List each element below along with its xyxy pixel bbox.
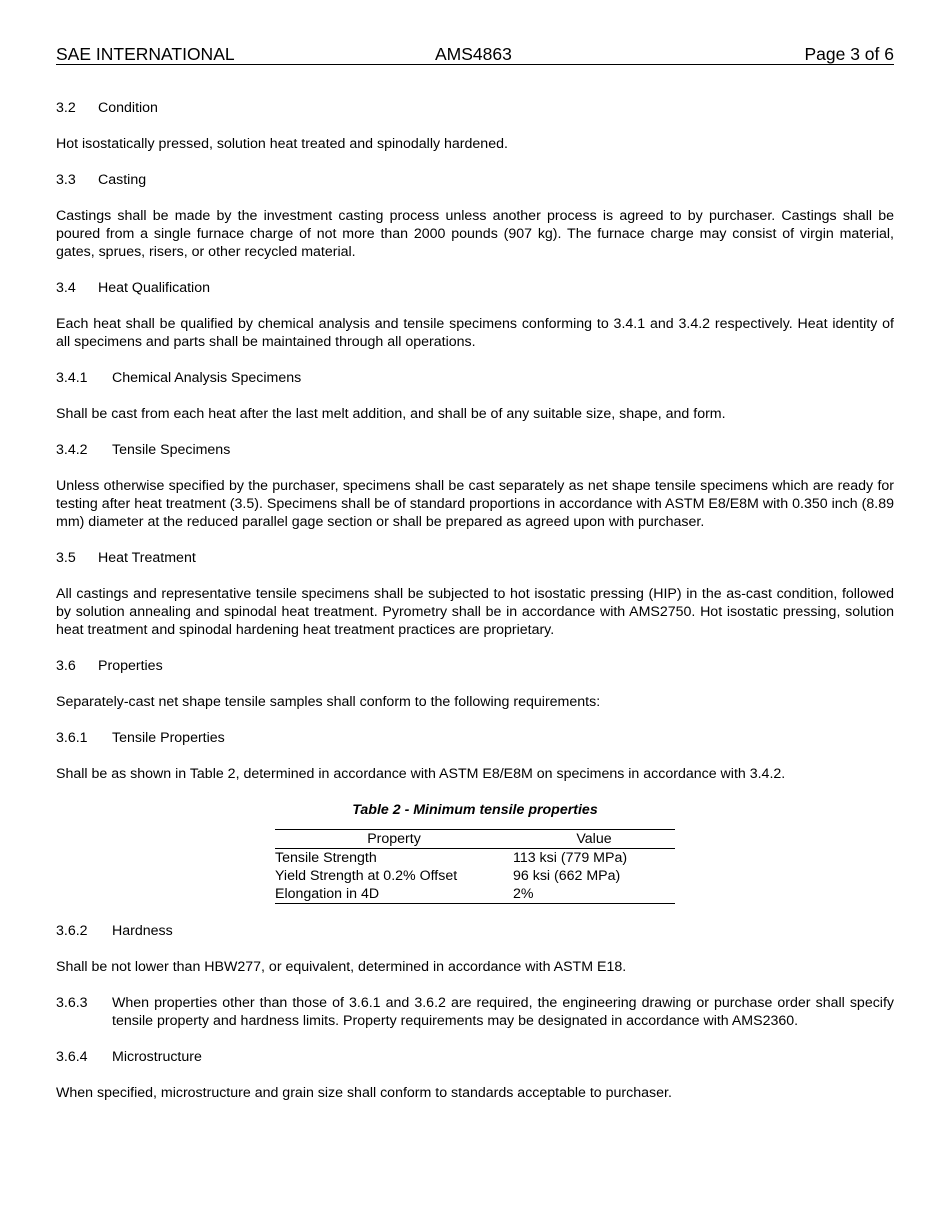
section-heading-3-4 xyxy=(56,279,894,297)
section-title: Properties xyxy=(98,658,163,674)
paragraph-3-6: Separately-cast net shape tensile samples shall conform to the following requirements: xyxy=(56,694,601,710)
header-page-number: Page 3 of 6 xyxy=(804,44,894,64)
section-title: Hardness xyxy=(112,923,173,939)
section-title: Chemical Analysis Specimens xyxy=(112,370,302,386)
table-header-row xyxy=(275,830,675,849)
section-heading-3-4-2 xyxy=(56,441,894,459)
section-heading-3-5 xyxy=(56,549,894,567)
table-cell-value: 96 ksi (662 MPa) xyxy=(513,868,621,884)
table-cell-value: 2% xyxy=(513,885,675,904)
table-row xyxy=(275,867,675,885)
table-caption: Table 2 - Minimum tensile properties xyxy=(352,802,598,818)
paragraph-3-2: Hot isostatically pressed, solution heat treated and spinodally hardened. xyxy=(56,136,508,152)
section-number: 3.4 xyxy=(56,280,76,296)
section-number: 3.3 xyxy=(56,172,76,188)
paragraph-3-6-3: When properties other than those of 3.6.1 and 3.6.2 are required, the engineering drawing or purchase order shall specify tensile property and hardness limits. Property requirements may be designated in accordance with AMS2360. xyxy=(112,995,894,1029)
section-heading-3-6-2 xyxy=(56,922,894,940)
section-number: 3.2 xyxy=(56,100,76,116)
section-title: Tensile Specimens xyxy=(112,442,231,458)
header-doc-id: AMS4863 xyxy=(435,44,512,64)
section-number: 3.4.1 xyxy=(56,370,88,386)
table-row xyxy=(275,885,675,904)
section-heading-3-2 xyxy=(56,99,894,117)
paragraph-3-6-1: Shall be as shown in Table 2, determined in accordance with ASTM E8/E8M on specimens in accordance with 3.4.2. xyxy=(56,766,786,782)
section-number: 3.5 xyxy=(56,550,76,566)
section-number: 3.6.1 xyxy=(56,730,88,746)
section-heading-3-3 xyxy=(56,171,894,189)
section-number: 3.6.4 xyxy=(56,1049,88,1065)
header-org: SAE INTERNATIONAL xyxy=(56,44,235,64)
table-cell-property: Elongation in 4D xyxy=(275,885,513,904)
table-row xyxy=(275,849,675,868)
page-header xyxy=(56,44,894,65)
column-header-value: Value xyxy=(513,830,675,849)
section-title: Condition xyxy=(98,100,158,116)
paragraph-3-3: Castings shall be made by the investment casting process unless another process is agreed to by purchaser. Castings shall be poured from a single furnace charge of not more than 2000 pounds (907 kg). The furnace charge may consist of virgin material, gates, sprues, risers, or other recycled material. xyxy=(56,208,894,260)
section-title: Tensile Properties xyxy=(112,730,225,746)
section-number: 3.4.2 xyxy=(56,442,88,458)
column-header-property: Property xyxy=(275,830,513,849)
paragraph-3-4: Each heat shall be qualified by chemical analysis and tensile specimens conforming to 3.4.1 and 3.4.2 respectively. Heat identity of all specimens and parts shall be maintained through all operations. xyxy=(56,316,894,350)
section-title: Microstructure xyxy=(112,1049,202,1065)
section-heading-3-6-4 xyxy=(56,1048,894,1066)
table-cell-value: 113 ksi (779 MPa) xyxy=(513,850,628,866)
section-number: 3.6.3 xyxy=(56,995,88,1011)
section-number: 3.6 xyxy=(56,658,76,674)
section-heading-3-6 xyxy=(56,657,894,675)
paragraph-3-6-4: When specified, microstructure and grain size shall conform to standards acceptable to purchaser. xyxy=(56,1085,672,1101)
section-number: 3.6.2 xyxy=(56,923,88,939)
section-heading-3-6-1 xyxy=(56,729,894,747)
section-heading-3-4-1 xyxy=(56,369,894,387)
paragraph-3-6-2: Shall be not lower than HBW277, or equivalent, determined in accordance with ASTM E18. xyxy=(56,959,627,975)
section-title: Heat Treatment xyxy=(98,550,196,566)
paragraph-3-4-2: Unless otherwise specified by the purchaser, specimens shall be cast separately as net shape tensile specimens which are ready for testing after heat treatment (3.5). Specimens shall be of standard proportions in accordance with ASTM E8/E8M with 0.350 inch (8.89 mm) diameter at the reduced parallel gage section or shall be prepared as agreed upon with purchaser. xyxy=(56,478,894,530)
section-title: Heat Qualification xyxy=(98,280,210,296)
tensile-properties-table xyxy=(275,829,675,904)
section-3-6-3 xyxy=(56,994,894,1030)
section-title: Casting xyxy=(98,172,147,188)
paragraph-3-4-1: Shall be cast from each heat after the last melt addition, and shall be of any suitable size, shape, and form. xyxy=(56,406,726,422)
table-cell-property: Tensile Strength xyxy=(275,850,377,866)
table-cell-property: Yield Strength at 0.2% Offset xyxy=(275,868,458,884)
document-page xyxy=(56,44,894,1102)
paragraph-3-5: All castings and representative tensile specimens shall be subjected to hot isostatic pressing (HIP) in the as-cast condition, followed by solution annealing and spinodal heat treatment. Pyrometry shall be in accordance with AMS2750. Hot isostatic pressing, solution heat treatment and spinodal hardening heat treatment practices are proprietary. xyxy=(56,586,894,638)
